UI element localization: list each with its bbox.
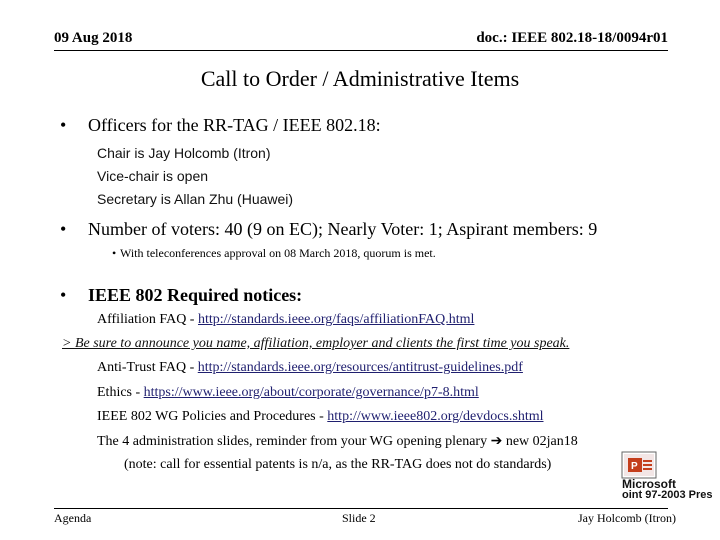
antitrust-link[interactable]: http://standards.ieee.org/resources/antitrust-guidelines.pdf (197, 360, 523, 375)
bullet-marker-2: • (60, 219, 67, 239)
policies-link[interactable]: http://www.ieee802.org/devdocs.shtml (327, 409, 544, 424)
header-rule (54, 50, 668, 51)
bullet-voters: Number of voters: 40 (9 on EC); Nearly Voter: 1; Aspirant members: 9 (88, 219, 598, 239)
admin-slides-text: The 4 administration slides, reminder from your WG opening plenary (97, 434, 491, 449)
affiliation-line (97, 312, 474, 328)
bullet-marker-3: • (60, 285, 67, 305)
header-date: 09 Aug 2018 (54, 30, 133, 46)
officer-secretary: Secretary is Allan Zhu (Huawei) (97, 191, 294, 207)
subbullet-quorum: With teleconferences approval on 08 March 2018, quorum is met. (120, 246, 436, 260)
ethics-line (97, 385, 479, 401)
svg-text:P: P (631, 461, 638, 472)
officer-vice-chair: Vice-chair is open (97, 168, 209, 184)
logo-line-1: Microsoft (622, 477, 676, 491)
subbullet-marker: • (112, 246, 117, 260)
antitrust-label: Anti-Trust FAQ - (97, 360, 198, 375)
arrow-right-icon: ➔ (490, 434, 503, 449)
antitrust-line (97, 360, 523, 376)
footer-slide-number: Slide 2 (342, 511, 376, 525)
policies-label: IEEE 802 WG Policies and Procedures - (97, 409, 328, 424)
bullet-officers: Officers for the RR-TAG / IEEE 802.18: (88, 115, 381, 135)
admin-slides-line (97, 433, 578, 450)
footer-rule (54, 508, 668, 509)
logo-line-2: oint 97-2003 Pres (622, 489, 713, 501)
bullet-notices: IEEE 802 Required notices: (88, 285, 303, 305)
affiliation-link[interactable]: http://standards.ieee.org/faqs/affiliationFAQ.html (197, 312, 475, 327)
ethics-link[interactable]: https://www.ieee.org/about/corporate/governance/p7-8.html (143, 385, 479, 400)
footer-left: Agenda (54, 511, 92, 525)
officer-chair: Chair is Jay Holcomb (Itron) (97, 145, 271, 161)
patent-note: (note: call for essential patents is n/a, as the RR-TAG does not do standards) (124, 457, 552, 472)
ethics-label: Ethics - (97, 385, 144, 400)
affiliation-label: Affiliation FAQ - (97, 312, 198, 327)
announce-reminder: > Be sure to announce you name, affiliation, employer and clients the first time you speak. (62, 336, 570, 351)
header-doc-number: doc.: IEEE 802.18-18/0094r01 (476, 30, 668, 46)
footer-right: Jay Holcomb (Itron) (578, 511, 676, 525)
bullet-marker-1: • (60, 115, 67, 135)
slide-title: Call to Order / Administrative Items (200, 66, 520, 91)
policies-line (97, 409, 544, 425)
admin-new-date: new 02jan18 (502, 434, 578, 449)
